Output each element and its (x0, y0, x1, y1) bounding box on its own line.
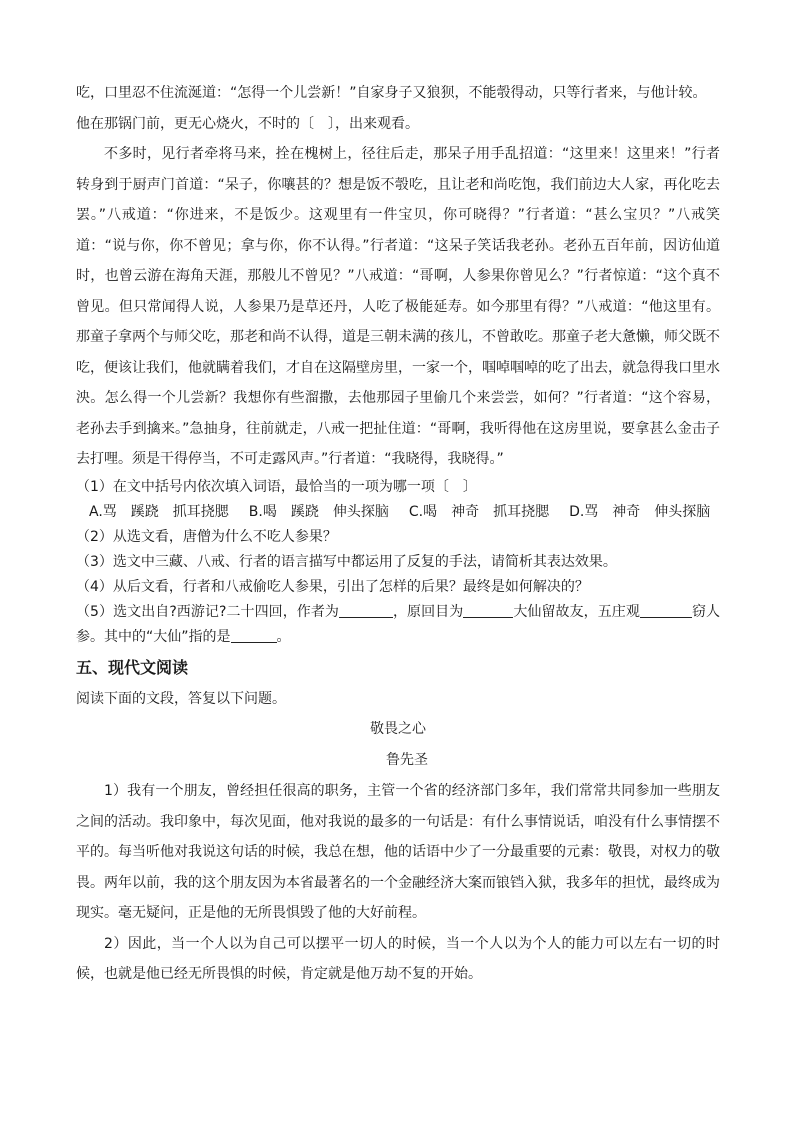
question-5-part-e: 参。其中的“大仙”指的是 (76, 628, 231, 645)
author-answer-blank[interactable] (339, 603, 393, 618)
question-3: （3）选文中三藏、八戒、行者的语言描写中都运用了反复的手法，请简析其表达效果。 (76, 553, 617, 570)
option-b: B.喝 蹊跷 伸头探脑 (248, 503, 389, 520)
article-paragraph-1: 1）我有一个朋友，曾经担任很高的职务，主管一个省的经济部门多年，我们常常共同参加一些朋友之间的活动。我印象中，每次见面，他对我说的最多的一句话是：有什么事情说话，咱没有什么事情摆不平的。每当听他对我说这句话的时候，我总在想，他的话语中少了一分最重要的元素：敬畏，对权力的敬畏。两年以前，我的这个朋友因为本省最著名的一个金融经济大案而锒铛入狱，我多年的担忧，最终成为现实。毫无疑问，正是他的无所畏惧毁了他的大好前程。 (76, 783, 720, 921)
article-title: 敬畏之心 (370, 721, 426, 737)
question-5-part-f: 。 (276, 628, 291, 645)
question-4: （4）从后文看，行者和八戒偷吃人参果，引出了怎样的后果？最终是如何解决的？ (76, 578, 589, 595)
article-paragraph-2: 2）因此，当一个人以为自己可以摆平一切人的时候，当一个人以为个人的能力可以左右一切的时候，也就是他已经无所畏惧的时候，肯定就是他万劫不复的开始。 (76, 935, 720, 982)
question-5-part-a: （5）选文出自?西游记?二十四回，作者为 (76, 603, 339, 620)
chapter-answer-blank[interactable] (463, 603, 513, 618)
question-1-options (76, 500, 720, 525)
option-a: A.骂 蹊跷 抓耳挠腮 (89, 503, 229, 520)
verb-answer-blank[interactable] (640, 603, 692, 618)
section-heading: 五、现代文阅读 (76, 657, 189, 677)
question-5-part-b: ，原回目为 (392, 603, 464, 620)
option-c: C.喝 神奇 抓耳挠腮 (408, 503, 550, 520)
daxian-answer-blank[interactable] (231, 628, 277, 643)
question-1: （1）在文中括号内依次填入词语，最恰当的一项为哪一项〔 〕 (76, 478, 477, 495)
passage-paragraph-2: 不多时，见行者牵将马来，拴在槐树上，径往后走，那呆子用手乱招道：“这里来！这里来！”行者转身到于厨声门首道：“呆子，你嚷甚的？想是饭不彀吃，且让老和尚吃饱，我们前边大人家，再化吃去罢。”八戒道：“你进来，不是饭少。这观里有一件宝贝，你可晓得？”行者道：“甚么宝贝？”八戒笑道：“说与你，你不曾见；拿与你，你不认得。”行者道：“这呆子笑话我老孙。老孙五百年前，因访仙道时，也曾云游在海角天涯，那般儿不曾见？”八戒道：“哥啊，人参果你曾见么？”行者惊道：“这个真不曾见。但只常闻得人说，人参果乃是草还丹，人吃了极能延寿。如今那里有得？”八戒道：“他这里有。那童子拿两个与师父吃，那老和尚不认得，道是三朝未满的孩儿，不曾敢吃。那童子老大惫懒，师父既不吃，便该让我们，他就瞒着我们，才自在这隔壁房里，一家一个，啯啅啯啅的吃了出去，就急得我口里水泱。怎么得一个儿尝新？我想你有些溜撒，去他那园子里偷几个来尝尝，如何？”行者道：“这个容易，老孙去手到擒来。”急抽身，往前就走，八戒一把扯住道：“哥啊，我听得他在这房里说，要拿甚么金击子去打哩。须是干得停当，不可走露风声。”行者道：“我晓得，我晓得。” (76, 146, 720, 467)
question-5-part-d: 窃人 (691, 603, 721, 620)
option-d: D.骂 神奇 伸头探脑 (569, 503, 711, 520)
question-5 (76, 600, 720, 650)
passage-line-2: 他在那锅门前，更无心烧火，不时的〔 〕，出来观看。 (76, 115, 419, 132)
question-2: （2）从选文看，唐僧为什么不吃人参果？ (76, 528, 337, 545)
page-content (76, 78, 720, 990)
question-5-part-c: 大仙留故友，五庄观 (513, 603, 640, 620)
article-author: 鲁先圣 (386, 752, 428, 768)
section-instruction: 阅读下面的文段，答复以下问题。 (76, 690, 286, 707)
passage-line-1: 吃，口里忍不住流涎道：“怎得一个儿尝新！”自家身子又狼狈，不能彀得动，只等行者来，与他计较。 (76, 85, 707, 101)
